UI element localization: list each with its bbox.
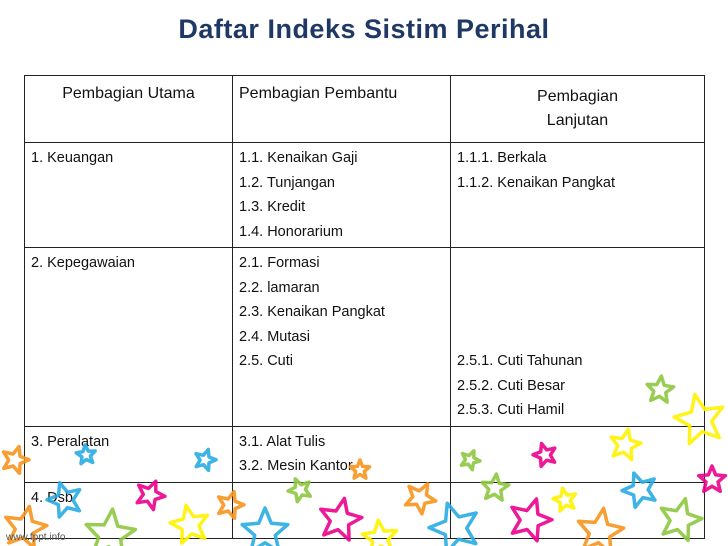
lanjutan-item: 2.5.3. Cuti Hamil xyxy=(457,402,565,418)
lanjutan-item: 1.1.2. Kenaikan Pangkat xyxy=(457,174,616,191)
pembantu-item: 2.2. lamaran xyxy=(239,279,320,296)
pembantu-item: 1.4. Honorarium xyxy=(239,223,343,240)
lanjutan-item: 2.5.1. Cuti Tahunan xyxy=(457,353,583,369)
cell-utama xyxy=(25,426,233,482)
cell-utama xyxy=(25,143,233,248)
footer-credit: www.fppt.info xyxy=(6,532,66,543)
lanjutan-item: 2.5.2. Cuti Besar xyxy=(457,377,565,394)
lanjutan-item: 1.1.1. Berkala xyxy=(457,150,547,166)
pembantu-item: 2.5. Cuti xyxy=(239,353,293,369)
table-row-keuangan xyxy=(25,143,705,248)
cell-pembantu xyxy=(233,248,451,427)
utama-label: 3. Peralatan xyxy=(31,433,110,450)
pembantu-item: 3.2. Mesin Kantor xyxy=(239,458,353,474)
header-pembagian-pembantu: Pembagian Pembantu xyxy=(233,76,451,143)
header-lanjutan-line1: Pembagian xyxy=(537,88,618,105)
utama-label: 2. Kepegawaian xyxy=(31,255,135,271)
pembantu-item: 1.2. Tunjangan xyxy=(239,174,335,191)
utama-label: 4. Dsb xyxy=(31,489,73,506)
table-header-row xyxy=(25,76,705,143)
cell-utama xyxy=(25,482,233,538)
pembantu-item: 1.1. Kenaikan Gaji xyxy=(239,150,358,166)
index-table xyxy=(24,75,705,539)
pembantu-item: 1.3. Kredit xyxy=(239,199,306,215)
header-pembagian-utama: Pembagian Utama xyxy=(25,76,233,143)
pembantu-item: 3.1. Alat Tulis xyxy=(239,433,326,450)
cell-utama xyxy=(25,248,233,427)
utama-label: 1. Keuangan xyxy=(31,150,114,166)
table-row-kepegawaian xyxy=(25,248,705,427)
cell-lanjutan xyxy=(451,426,705,482)
cell-pembantu xyxy=(233,482,451,538)
table-row-dsb xyxy=(25,482,705,538)
pembantu-item: 2.3. Kenaikan Pangkat xyxy=(239,304,385,320)
cell-pembantu xyxy=(233,143,451,248)
pembantu-item: 2.4. Mutasi xyxy=(239,328,310,345)
table-row-peralatan xyxy=(25,426,705,482)
cell-lanjutan xyxy=(451,482,705,538)
header-pembagian-lanjutan xyxy=(451,76,705,143)
header-lanjutan-line2: Lanjutan xyxy=(546,112,609,129)
pembantu-item: 2.1. Formasi xyxy=(239,255,320,271)
page-title: Daftar Indeks Sistim Perihal xyxy=(178,14,550,44)
cell-lanjutan xyxy=(451,143,705,248)
cell-pembantu xyxy=(233,426,451,482)
cell-lanjutan xyxy=(451,248,705,427)
